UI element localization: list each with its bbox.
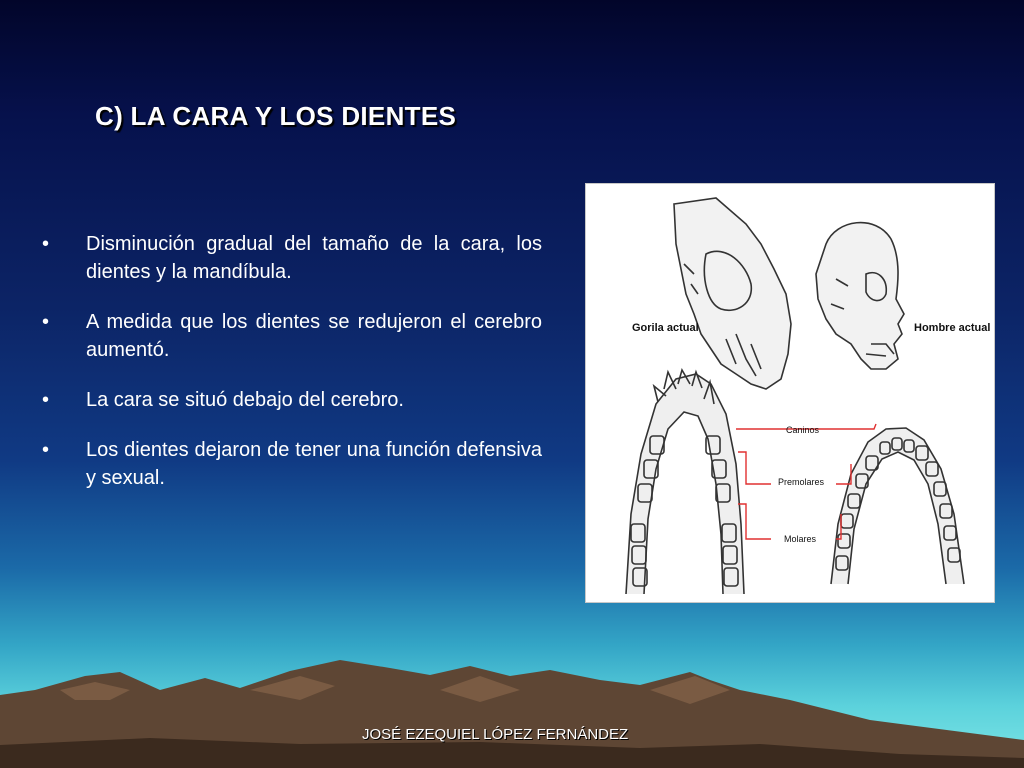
label-gorilla: Gorila actual bbox=[632, 322, 699, 334]
human-skull-drawing bbox=[816, 223, 904, 369]
bullet-item bbox=[42, 308, 542, 364]
bullet-item bbox=[42, 436, 542, 492]
label-premolars: Premolares bbox=[778, 477, 825, 487]
skull-jaw-illustration bbox=[586, 184, 994, 602]
bullet-marker: • bbox=[42, 389, 50, 411]
bullet-text: La cara se situó debajo del cerebro. bbox=[86, 389, 404, 411]
bullet-marker: • bbox=[42, 439, 50, 461]
label-molars: Molares bbox=[784, 534, 817, 544]
skull-comparison-figure bbox=[585, 183, 995, 603]
bullet-text: Los dientes dejaron de tener una función defensiva y sexual. bbox=[86, 439, 542, 489]
bullet-item bbox=[42, 386, 542, 414]
bullet-list bbox=[42, 230, 542, 514]
bullet-text: A medida que los dientes se redujeron el cerebro aumentó. bbox=[86, 311, 542, 361]
slide-title: C) LA CARA Y LOS DIENTES bbox=[95, 101, 457, 131]
bullet-item bbox=[42, 230, 542, 286]
bullet-marker: • bbox=[42, 233, 50, 255]
bullet-marker: • bbox=[42, 311, 50, 333]
gorilla-skull-drawing bbox=[674, 198, 791, 389]
author-footer: JOSÉ EZEQUIEL LÓPEZ FERNÁNDEZ bbox=[362, 726, 629, 743]
bullet-text: Disminución gradual del tamaño de la cara, los dientes y la mandíbula. bbox=[86, 233, 542, 283]
label-human: Hombre actual bbox=[914, 322, 991, 334]
label-canines: Caninos bbox=[786, 425, 820, 435]
